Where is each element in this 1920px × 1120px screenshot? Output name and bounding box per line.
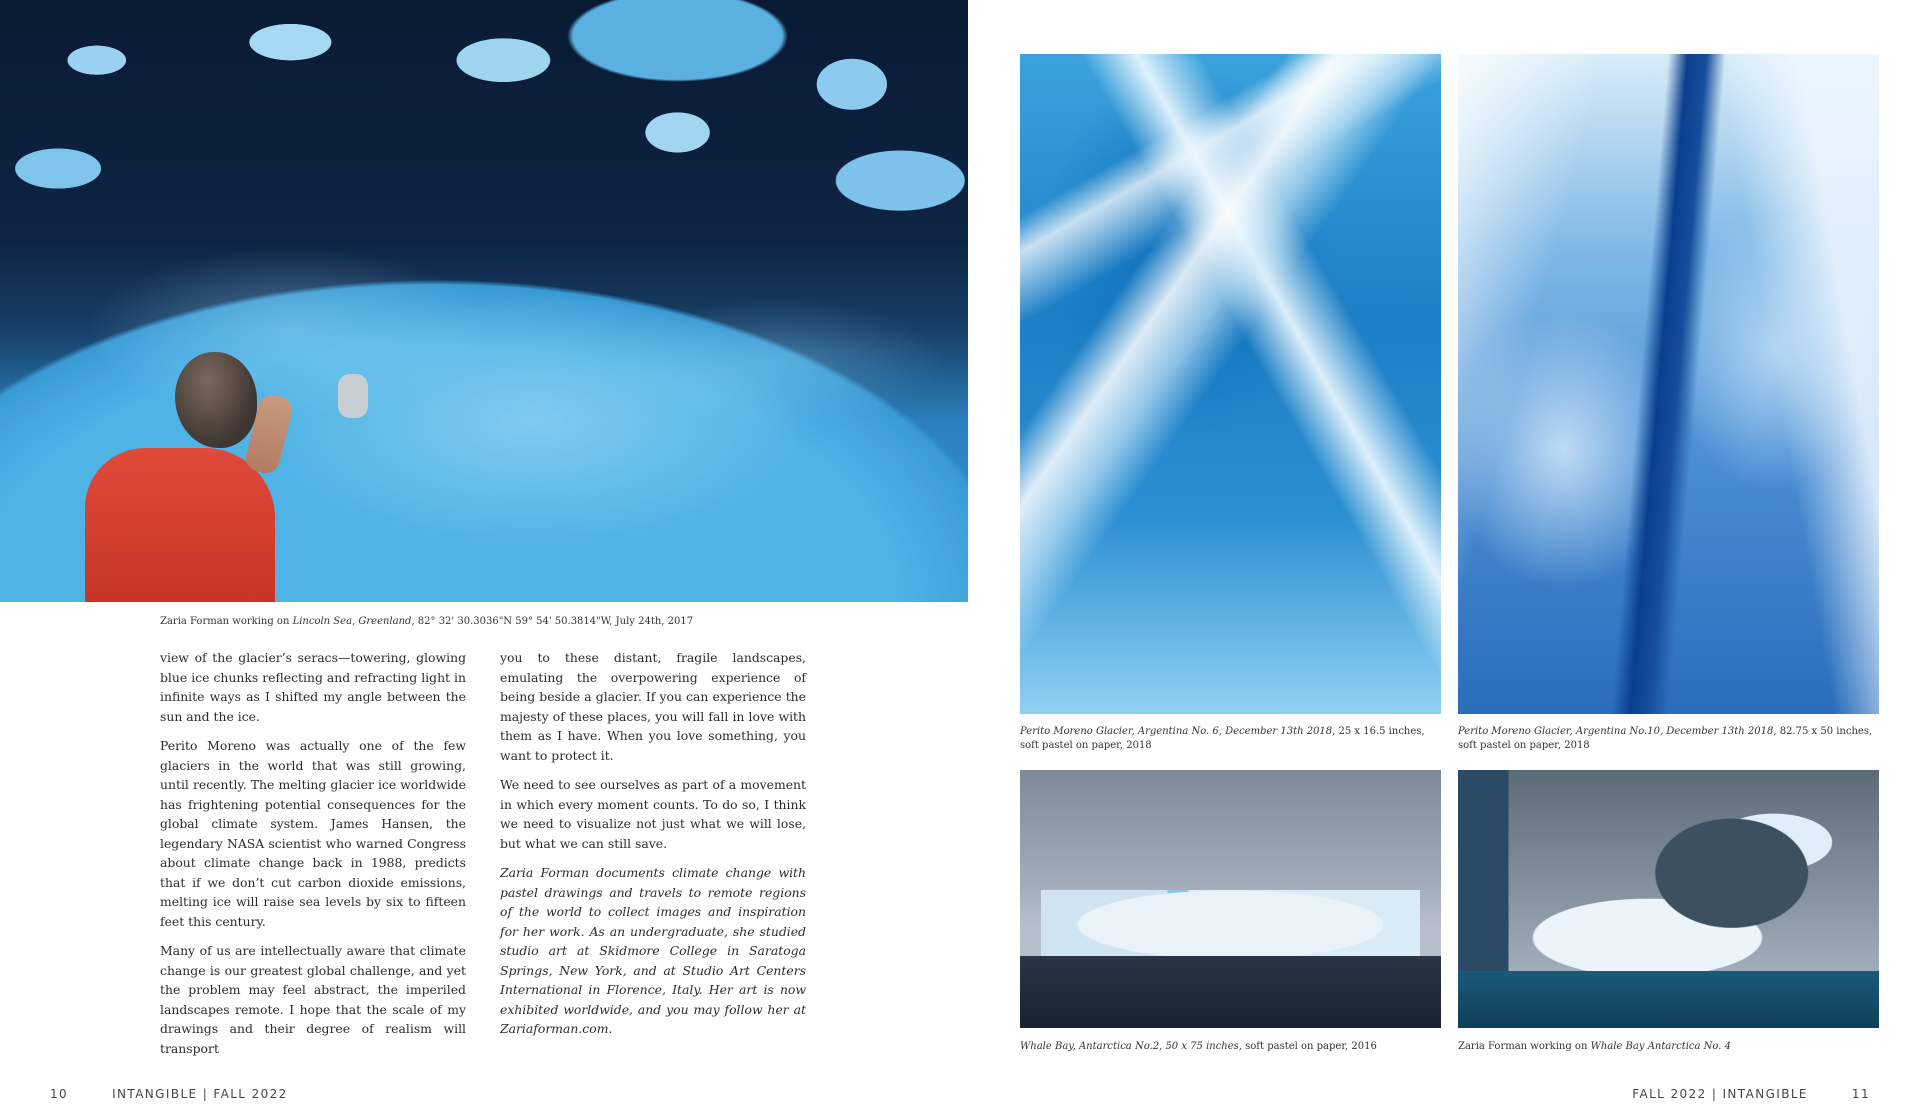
caption-text: soft pastel on paper, 2018 xyxy=(1020,740,1152,751)
pm10-caption xyxy=(1458,725,1879,753)
wb4-caption xyxy=(1458,1040,1731,1054)
paragraph: Many of us are intellectually aware that climate change is our greatest global challenge, and yet the problem may feel abstract, the imperiled landscapes remote. I hope that the scale of my drawings and their degree of realism will transport xyxy=(160,943,466,1056)
pm6-caption xyxy=(1020,725,1441,753)
paragraph: Perito Moreno was actually one of the few glaciers in the world that was still growing, until recently. The melting glacier ice worldwide has frightening potential consequences for the global climate system. James Hansen, the legendary NASA scientist who warned Congress about climate change back in 1988, predicts that if we don’t cut carbon dioxide emissions, melting ice will raise sea levels by six to fifteen feet this century. xyxy=(160,738,466,929)
caption-artwork-title: Perito Moreno Glacier, Argentina No.10, December 13th 2018 xyxy=(1458,726,1774,737)
artist-figure-dress xyxy=(85,448,275,602)
caption-artwork-title: Whale Bay, Antarctica No.2, 50 x 75 inches xyxy=(1020,1041,1239,1052)
folio-right xyxy=(1632,1087,1870,1101)
paragraph: view of the glacier’s seracs—towering, glowing blue ice chunks reflecting and refracting light in infinite ways as I shifted my angle between the sun and the ice. xyxy=(160,650,466,724)
caption-artwork-title: Lincoln Sea, Greenland xyxy=(292,616,412,627)
paragraph: We need to see ourselves as part of a movement in which every moment counts. To do so, I think we need to visualize not just what we will lose, but what we can still save. xyxy=(500,777,806,851)
artwork-perito-moreno-10 xyxy=(1458,54,1879,714)
author-bio: Zaria Forman documents climate change with pastel drawings and travels to remote regions of the world to collect images and inspiration for her work. As an undergraduate, she studied studio art at Skidmore College in Saratoga Springs, New York, and at Studio Art Centers International in Florence, Italy. Her art is now exhibited worldwide, and you may follow her at Zariaforman.com. xyxy=(500,865,806,1036)
paragraph: you to these distant, fragile landscapes, emulating the overpowering experience of being beside a glacier. If you can experience the majesty of these places, you will fall in love with them as I have. When you love something, you want to protect it. xyxy=(500,650,806,763)
page-number: 10 xyxy=(50,1087,69,1101)
article-column-1 xyxy=(160,648,466,1068)
artwork-perito-moreno-6 xyxy=(1020,54,1441,714)
running-footer: INTANGIBLE | FALL 2022 xyxy=(112,1087,288,1101)
wb2-caption xyxy=(1020,1040,1377,1054)
caption-text: Zaria Forman working on xyxy=(1458,1041,1591,1052)
caption-text: Zaria Forman working on xyxy=(160,616,293,627)
caption-artwork-title: Perito Moreno Glacier, Argentina No. 6, December 13th 2018 xyxy=(1020,726,1333,737)
folio-left xyxy=(50,1087,288,1101)
caption-text: , 82.75 x 50 inches, xyxy=(1773,726,1873,737)
caption-text: , 25 x 16.5 inches, xyxy=(1332,726,1425,737)
article-column-2 xyxy=(500,648,806,1049)
caption-text: , 82° 32' 30.3036"N 59° 54' 50.3814"W, July 24th, 2017 xyxy=(411,616,694,627)
artwork-whale-bay-4 xyxy=(1458,770,1879,1028)
page-number: 11 xyxy=(1851,1087,1870,1101)
running-footer: FALL 2022 | INTANGIBLE xyxy=(1632,1087,1808,1101)
artwork-whale-bay-2 xyxy=(1020,770,1441,1028)
hero-caption xyxy=(160,615,693,629)
caption-artwork-title: Whale Bay Antarctica No. 4 xyxy=(1590,1041,1731,1052)
caption-text: , soft pastel on paper, 2016 xyxy=(1238,1041,1377,1052)
caption-text: soft pastel on paper, 2018 xyxy=(1458,740,1590,751)
artist-figure-glove xyxy=(338,374,368,418)
hero-photo-lincoln-sea xyxy=(0,0,968,602)
